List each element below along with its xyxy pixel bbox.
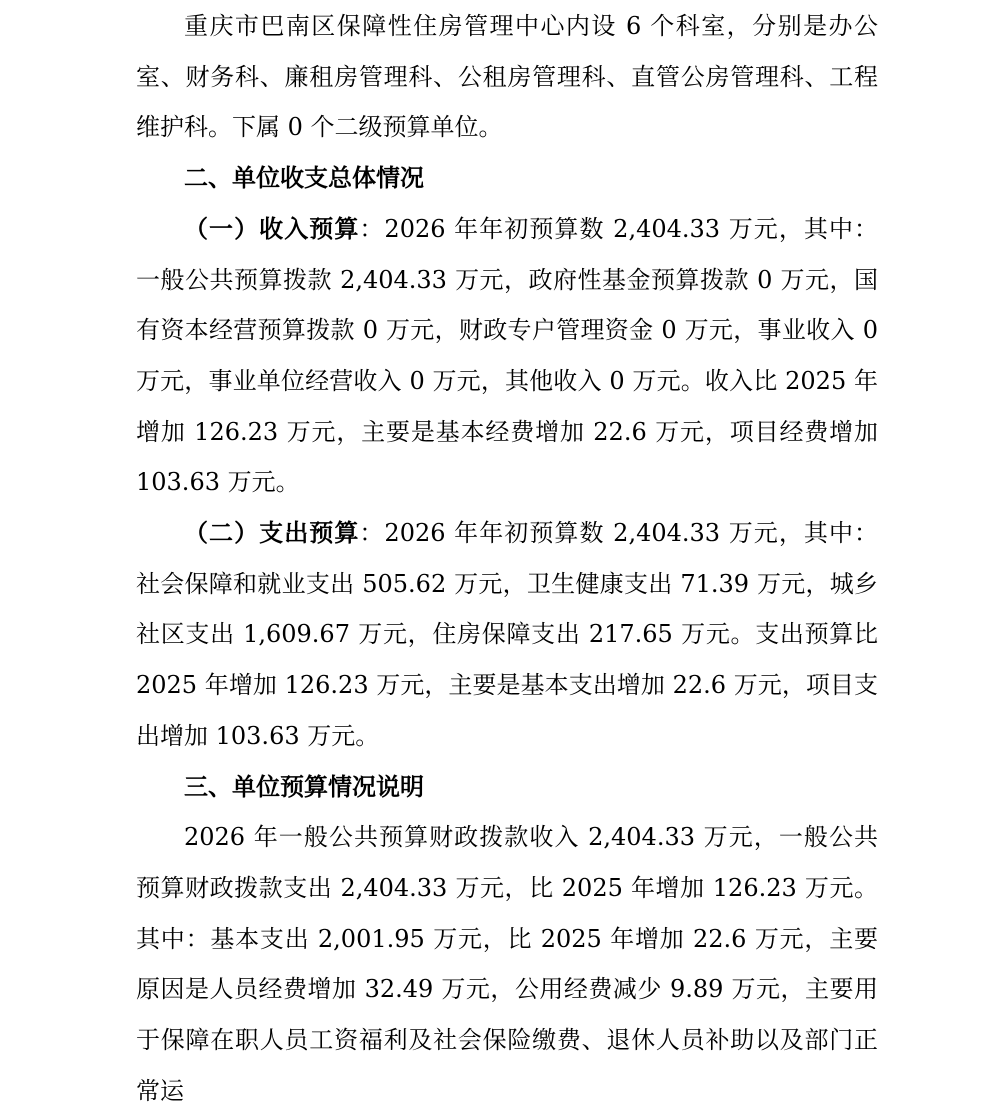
income-budget-lead: （一）收入预算 — [184, 214, 360, 243]
budget-explanation-paragraph: 2026 年一般公共预算财政拨款收入 2,404.33 万元，一般公共预算财政拨款支出 2,404.33 万元，比 2025 年增加 126.23 万元。其中：基本支出 2,001.95 万元，比 2025 年增加 22.6 万元，主要原因是人员经费增加 32.49 万元，公用经费减少 9.89 万元，主要用于保障在职人员工资福利及社会保险缴费、退休人员补助以及部门正常运 — [136, 823, 878, 1105]
expense-budget-lead: （二）支出预算 — [184, 519, 360, 548]
expense-budget-text: ：2026 年年初预算数 2,404.33 万元，其中：社会保障和就业支出 505.62 万元，卫生健康支出 71.39 万元，城乡社区支出 1,609.67 万元，住房保障支出 217.65 万元。支出预算比 2025 年增加 126.23 万元，主要是基本支出增加 22.6 万元，项目支出增加 103.63 万元。 — [136, 519, 879, 750]
income-budget-paragraph — [136, 204, 878, 508]
section-heading-income-expense-overview: 二、单位收支总体情况 — [184, 164, 424, 193]
expense-budget-paragraph — [136, 508, 878, 762]
intro-paragraph: 重庆市巴南区保障性住房管理中心内设 6 个科室，分别是办公室、财务科、廉租房管理科、公租房管理科、直管公房管理科、工程维护科。下属 0 个二级预算单位。 — [136, 12, 878, 142]
income-budget-text: ：2026 年年初预算数 2,404.33 万元，其中：一般公共预算拨款 2,404.33 万元，政府性基金预算拨款 0 万元，国有资本经营预算拨款 0 万元，财政专户管理资金 0 万元，事业收入 0 万元，事业单位经营收入 0 万元，其他收入 0 万元。收入比 2025 年增加 126.23 万元，主要是基本经费增加 22.6 万元，项目经费增加 103.63 万元。 — [136, 214, 879, 497]
section-heading-budget-explanation: 三、单位预算情况说明 — [184, 772, 424, 801]
document-page — [136, 1, 878, 1116]
